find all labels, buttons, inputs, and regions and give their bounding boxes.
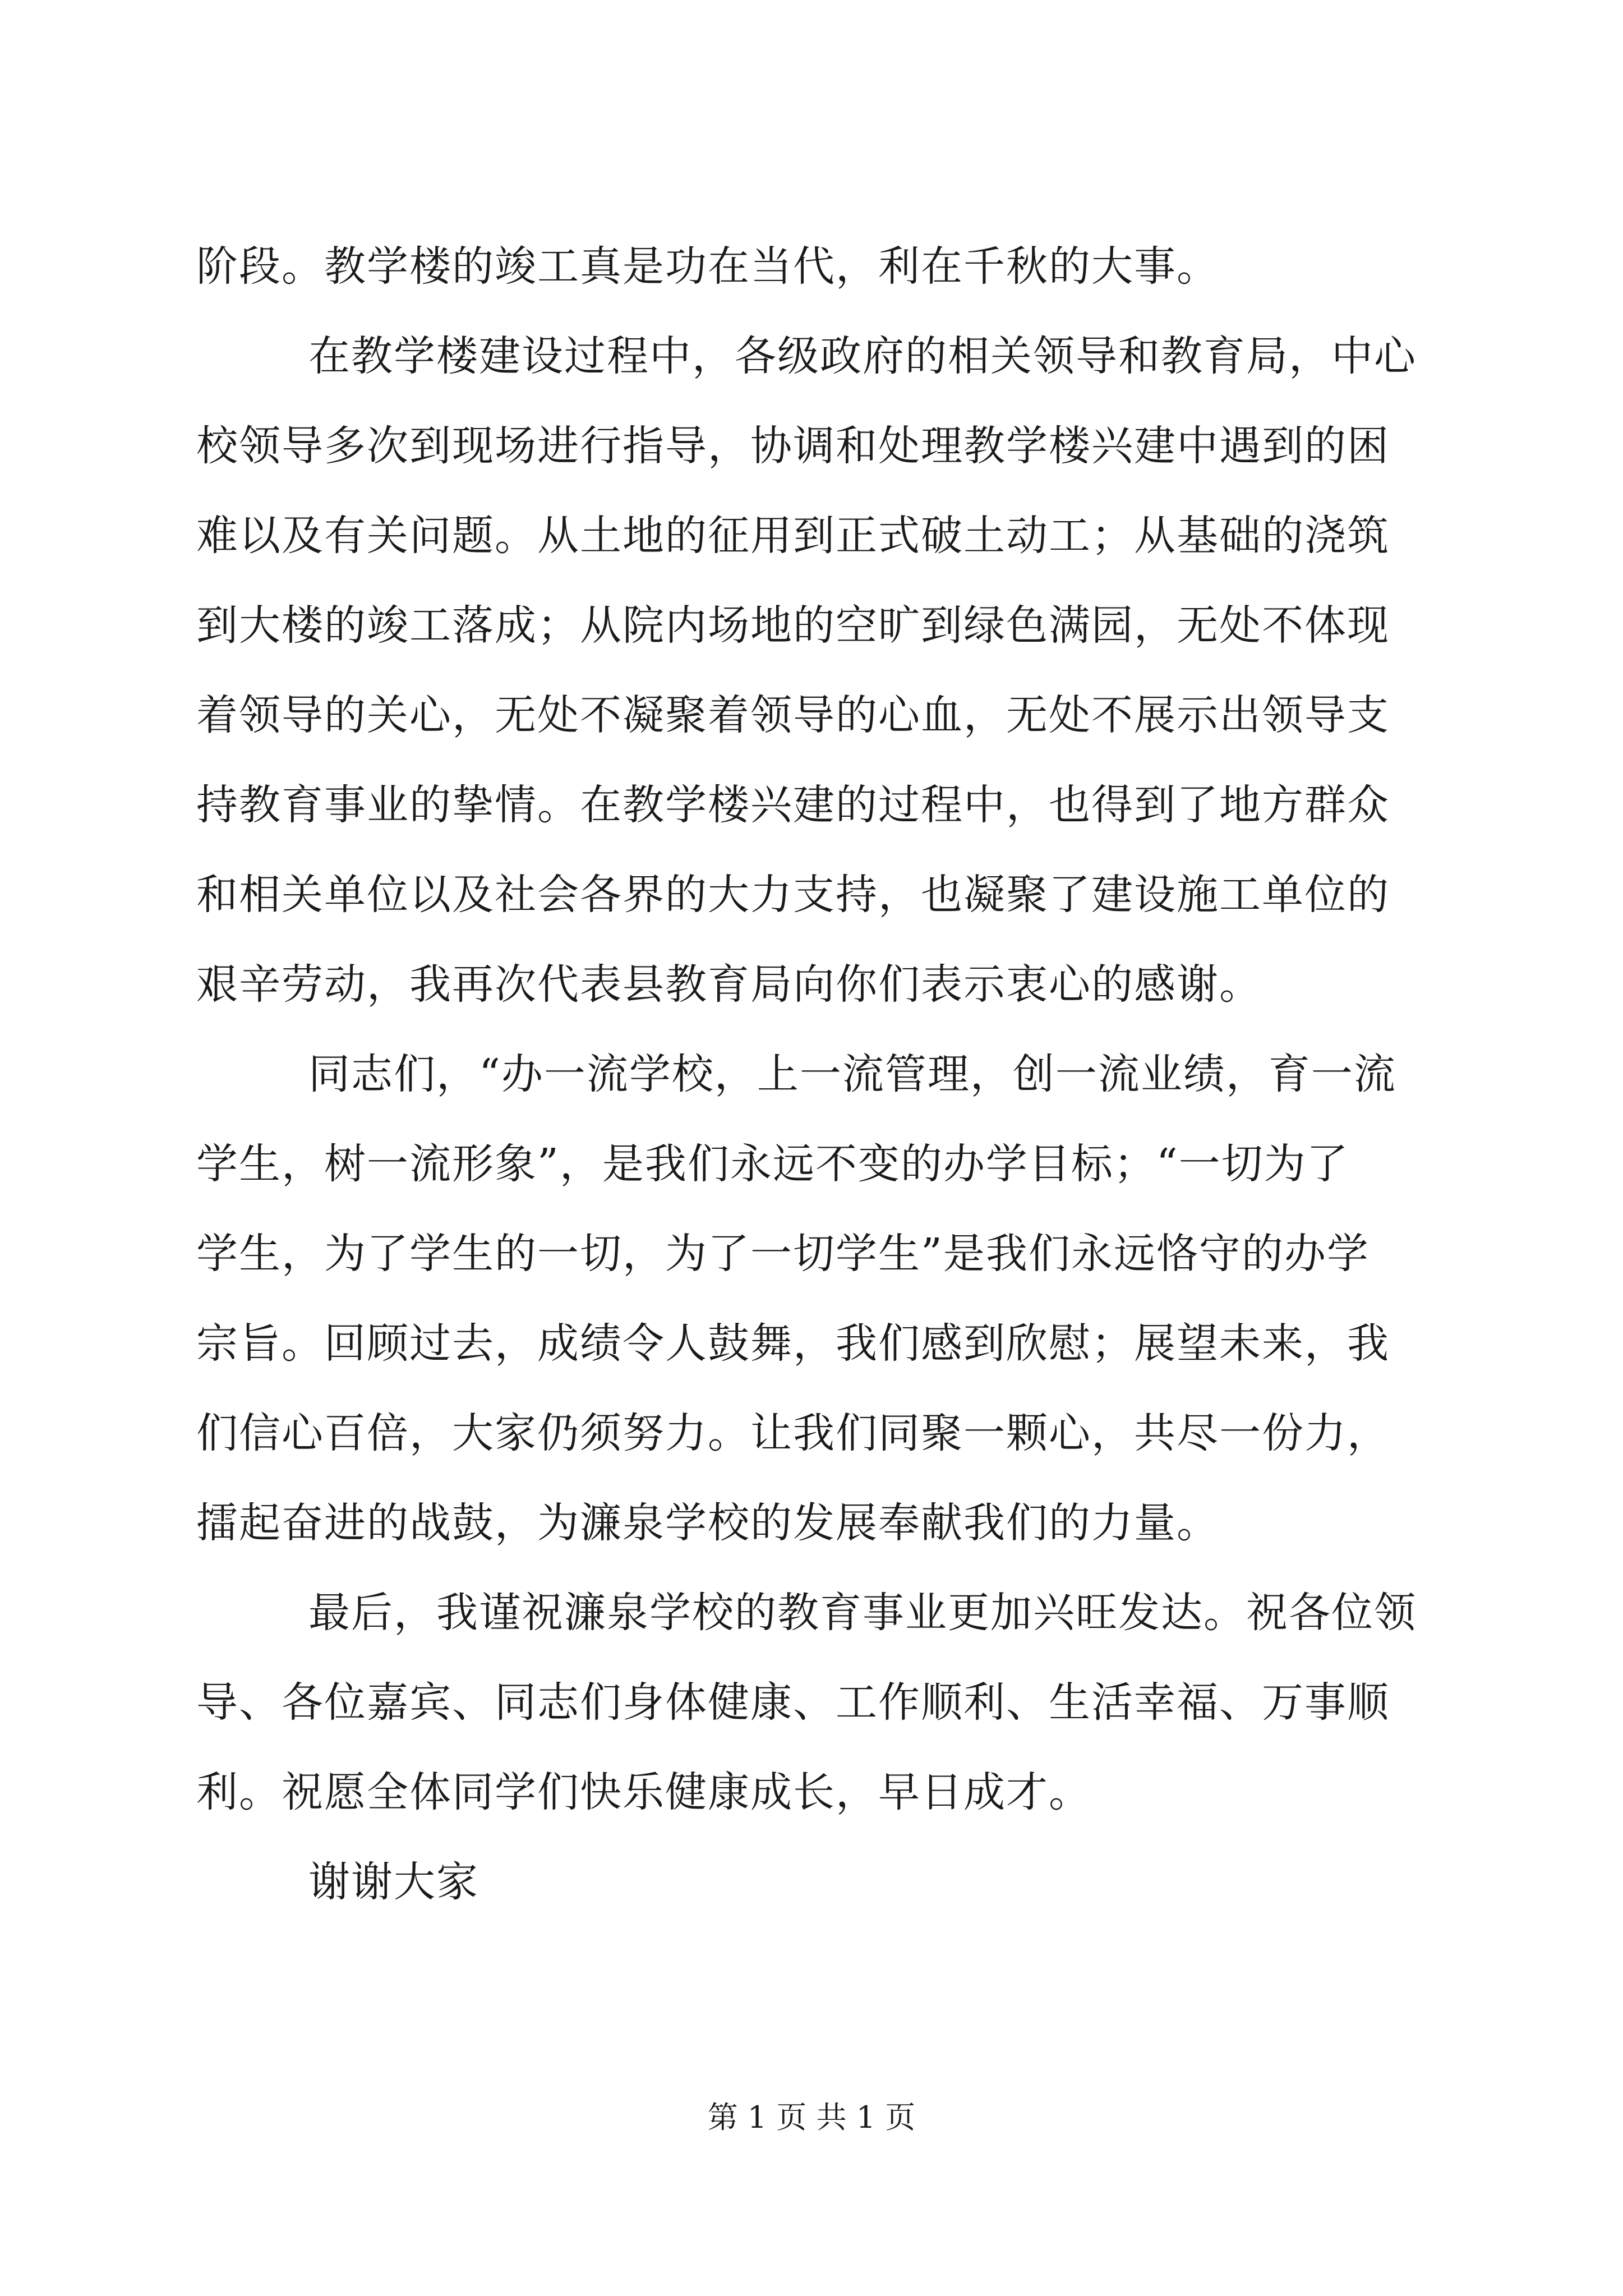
text-line: 擂起奋进的战鼓，为濂泉学校的发展奉献我们的力量。	[196, 1499, 1219, 1547]
closing-line: 谢谢大家	[308, 1858, 479, 1906]
text-line: 学生，树一流形象”，是我们永远不变的办学目标；“一切为了	[196, 1140, 1349, 1188]
document-body	[196, 222, 1447, 1927]
paragraph-start-line: 在教学楼建设过程中，各级政府的相关领导和教育局，中心	[308, 332, 1417, 380]
page-footer: 第 1 页 共 1 页	[707, 2100, 916, 2135]
text-line: 阶段。教学楼的竣工真是功在当代，利在千秋的大事。	[196, 242, 1219, 291]
paragraph-start-line: 同志们，“办一流学校，上一流管理，创一流业绩，育一流	[308, 1050, 1396, 1098]
text-line: 艰辛劳动，我再次代表县教育局向你们表示衷心的感谢。	[196, 960, 1262, 1009]
text-line: 着领导的关心，无处不凝聚着领导的心血，无处不展示出领导支	[196, 691, 1390, 739]
text-line: 校领导多次到现场进行指导，协调和处理教学楼兴建中遇到的困	[196, 422, 1390, 470]
text-line: 到大楼的竣工落成；从院内场地的空旷到绿色满园，无处不体现	[196, 601, 1390, 650]
text-line: 持教育事业的挚情。在教学楼兴建的过程中，也得到了地方群众	[196, 781, 1390, 829]
text-line: 和相关单位以及社会各界的大力支持，也凝聚了建设施工单位的	[196, 871, 1390, 919]
paragraph-start-line: 最后，我谨祝濂泉学校的教育事业更加兴旺发达。祝各位领	[308, 1589, 1417, 1637]
text-line: 宗旨。回顾过去，成绩令人鼓舞，我们感到欣慰；展望未来，我	[196, 1319, 1390, 1368]
text-line: 学生，为了学生的一切，为了一切学生”是我们永远恪守的办学	[196, 1230, 1370, 1278]
text-line: 利。祝愿全体同学们快乐健康成长，早日成才。	[196, 1768, 1091, 1816]
text-line: 难以及有关问题。从土地的征用到正式破土动工；从基础的浇筑	[196, 512, 1390, 560]
text-line: 导、各位嘉宾、同志们身体健康、工作顺利、生活幸福、万事顺	[196, 1678, 1390, 1727]
text-line: 们信心百倍，大家仍须努力。让我们同聚一颗心，共尽一份力，	[196, 1409, 1390, 1457]
